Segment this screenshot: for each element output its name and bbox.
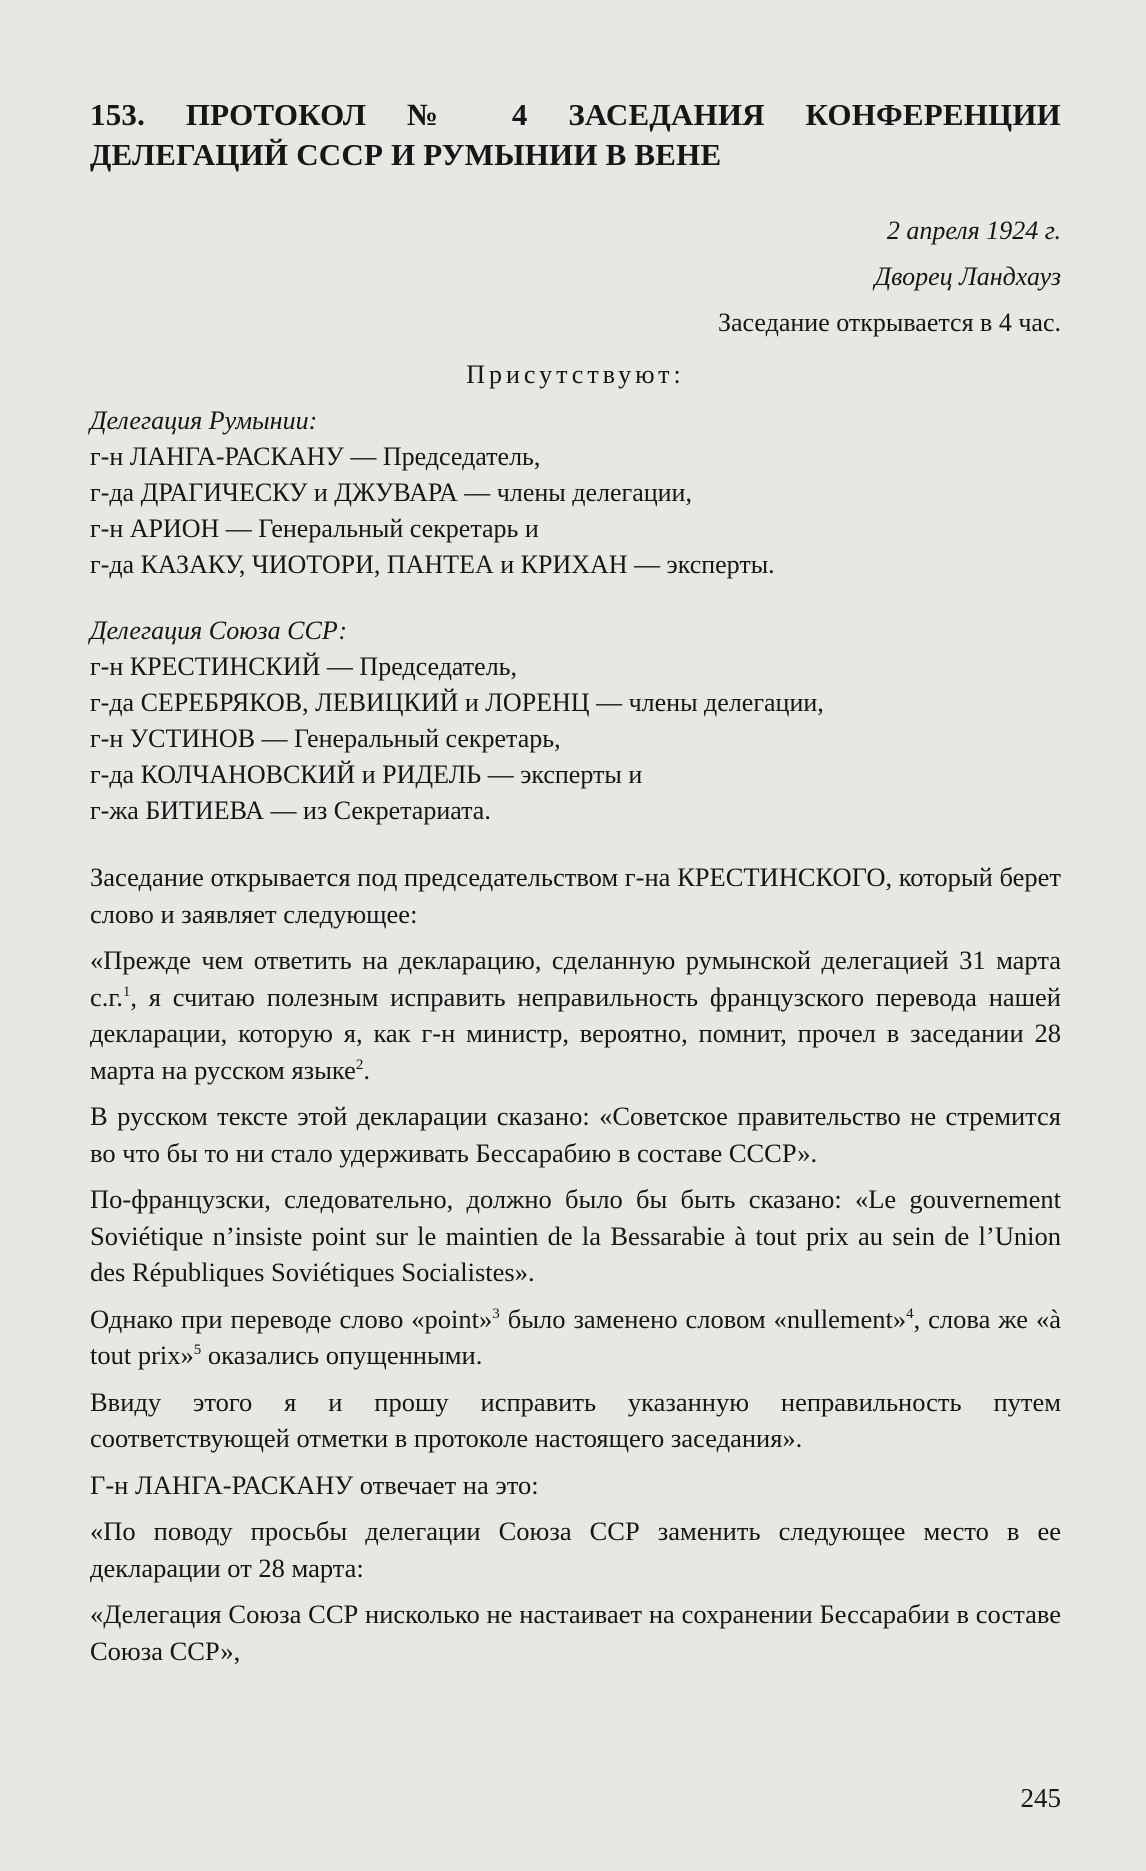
body-paragraph: «Делегация Союза ССР нисколько не настаивает на сохранении Бессарабии в составе Союза ССР», — [90, 1599, 1061, 1666]
delegation-heading: Делегация Румынии: — [90, 406, 318, 435]
delegation-ussr — [90, 613, 1061, 829]
body-paragraph: В русском тексте этой декларации сказано: «Советское правительство не стремится во что бы то ни стало удерживать Бессарабию в составе СССР». — [90, 1101, 1061, 1168]
body-paragraph: «По поводу просьбы делегации Союза ССР заменить следующее место в ее декларации от 28 марта: — [90, 1516, 1061, 1583]
body-paragraph: Ввиду этого я и прошу исправить указанную неправильность путем соответствующей отметки в протоколе настоящего заседания». — [90, 1386, 1061, 1453]
delegation-member: г-да КОЛЧАНОВСКИЙ и РИДЕЛЬ — эксперты и — [90, 760, 643, 789]
delegation-member: г-да СЕРЕБРЯКОВ, ЛЕВИЦКИЙ и ЛОРЕНЦ — члены делегации, — [90, 688, 824, 717]
footnote-marker: 2 — [355, 1056, 364, 1073]
body-paragraph: Заседание открывается под председательством г-на КРЕСТИНСКОГО, который берет слово и заявляет следующее: — [90, 862, 1061, 929]
body-paragraph — [90, 1301, 1061, 1374]
delegation-romania — [90, 403, 1061, 583]
document-title: 153. ПРОТОКОЛ № 4 ЗАСЕДАНИЯ КОНФЕРЕНЦИИ ДЕЛЕГАЦИЙ СССР И РУМЫНИИ В ВЕНЕ — [90, 97, 1061, 172]
delegation-member: г-да ДРАГИЧЕСКУ и ДЖУВАРА — члены делегации, — [90, 478, 692, 507]
body-paragraph: По-французски, следовательно, должно было бы быть сказано: «Le gouvernement Soviétique n’insiste point sur le maintien de la Bessarabie à tout prix au sein de l’Union des Républiques Soviétiques Socialistes». — [90, 1184, 1061, 1287]
paragraph-text: было заменено словом «nullement» — [499, 1303, 907, 1334]
paragraph-text: . — [363, 1054, 371, 1085]
delegation-member: г-н КРЕСТИНСКИЙ — Председатель, — [90, 652, 518, 681]
paragraph-text: Однако при переводе слово «point» — [90, 1303, 493, 1334]
paragraph-text: «Прежде чем ответить на декларацию, сделанную румынской делегацией 31 марта с.г. — [90, 945, 1061, 1012]
body-paragraph — [90, 942, 1061, 1088]
delegation-member: г-н АРИОН — Генеральный секретарь и — [90, 514, 539, 543]
footnote-marker: 5 — [193, 1342, 202, 1359]
document-date: 2 апреля 1924 г. — [886, 216, 1061, 245]
present-heading: Присутствуют: — [466, 360, 685, 389]
page-number: 245 — [1020, 1783, 1061, 1813]
delegation-member: г-да КАЗАКУ, ЧИОТОРИ, ПАНТЕА и КРИХАН — эксперты. — [90, 550, 775, 579]
opening-line: Заседание открывается в 4 час. — [717, 308, 1061, 337]
paragraph-text: , слова же «à tout prix» — [90, 1303, 1061, 1370]
meeting-place: Дворец Ландхауз — [874, 262, 1061, 291]
body-paragraph: Г-н ЛАНГА-РАСКАНУ отвечает на это: — [90, 1469, 539, 1500]
delegation-heading: Делегация Союза ССР: — [90, 616, 348, 645]
footnote-marker: 1 — [122, 983, 131, 1000]
delegation-member: г-н УСТИНОВ — Генеральный секретарь, — [90, 724, 561, 753]
delegation-member: г-н ЛАНГА-РАСКАНУ — Председатель, — [90, 442, 541, 471]
footnote-marker: 3 — [492, 1305, 500, 1322]
paragraph-text: оказались опущенными. — [201, 1340, 483, 1370]
footnote-marker: 4 — [906, 1305, 914, 1322]
delegation-member: г-жа БИТИЕВА — из Секретариата. — [90, 796, 491, 825]
paragraph-text: , я считаю полезным исправить неправильность французского перевода нашей декларации, которую я, как г-н министр, вероятно, помнит, прочел в заседании 28 марта на русском языке — [90, 981, 1061, 1085]
